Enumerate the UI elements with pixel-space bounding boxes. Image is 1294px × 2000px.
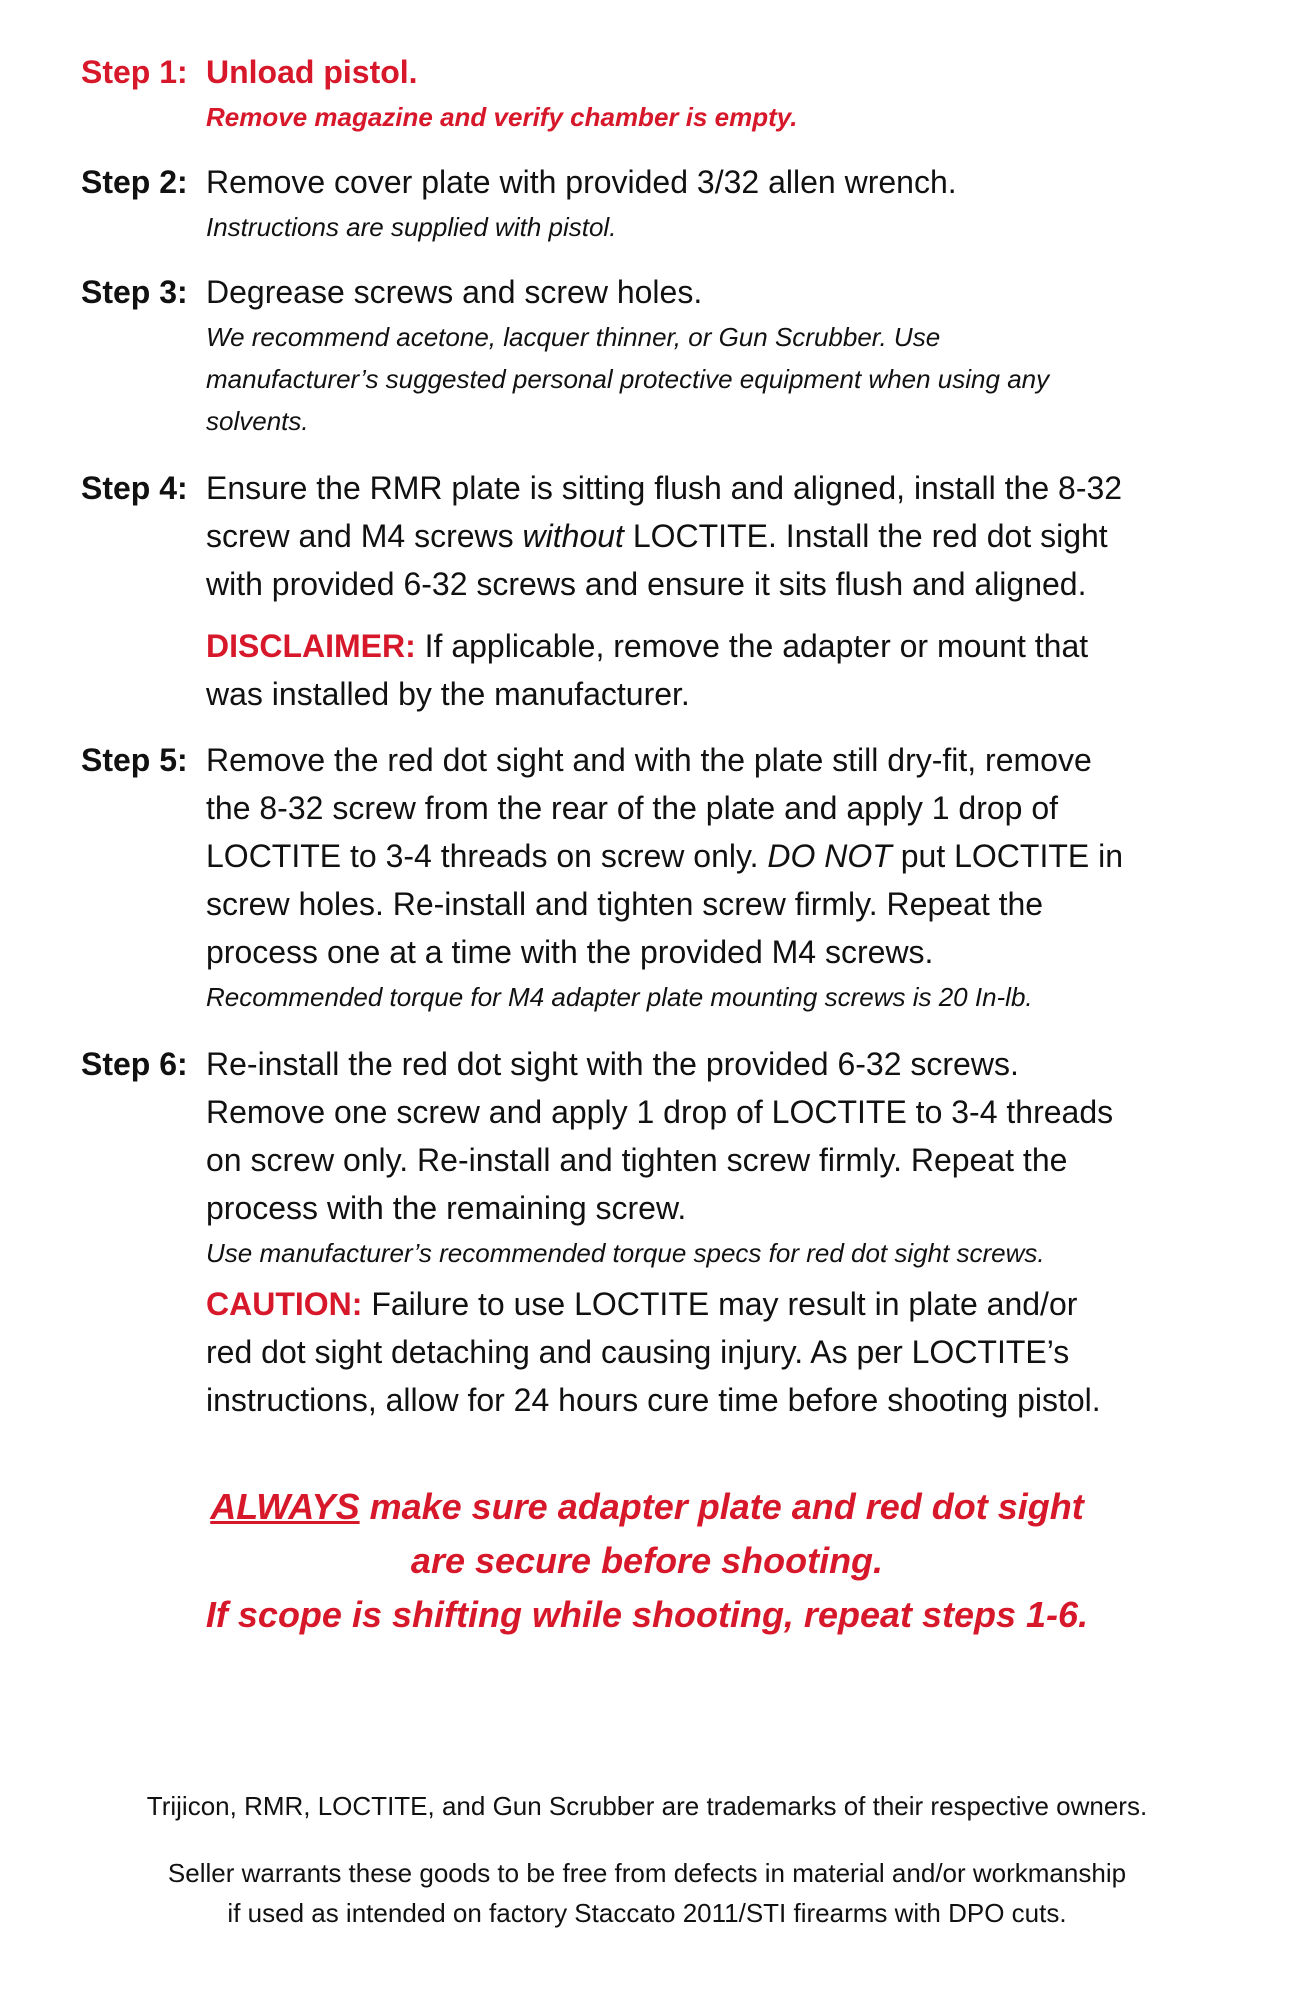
step-5-line-5: process one at a time with the provided M4 screws. (206, 934, 934, 970)
step-5-line-3-b: put LOCTITE in (891, 838, 1124, 874)
step-2-label: Step 2: (81, 164, 188, 200)
safety-warning (0, 1480, 1294, 1642)
step-4-line-2 (206, 512, 1216, 560)
safety-warning-line-1 (0, 1480, 1294, 1534)
step-6-line-2: Remove one screw and apply 1 drop of LOCTITE to 3-4 threads (206, 1094, 1114, 1130)
step-5-note: Recommended torque for M4 adapter plate mounting screws is 20 In-lb. (206, 982, 1033, 1012)
step-6-line-4: process with the remaining screw. (206, 1190, 687, 1226)
step-5-label: Step 5: (81, 742, 188, 778)
step-5-line-3 (206, 832, 1216, 880)
step-2-text: Remove cover plate with provided 3/32 allen wrench. (206, 164, 957, 200)
step-4-label: Step 4: (81, 470, 188, 506)
step-6-body (206, 1040, 1216, 1424)
step-4-line-2-a: screw and M4 screws (206, 518, 523, 554)
disclaimer-label: DISCLAIMER: (206, 628, 416, 664)
disclaimer-text-2: was installed by the manufacturer. (206, 676, 690, 712)
safety-warning-line-2: are secure before shooting. (410, 1540, 884, 1581)
step-6-label: Step 6: (81, 1046, 188, 1082)
step-5-line-1: Remove the red dot sight and with the plate still dry-fit, remove (206, 742, 1092, 778)
step-6-line-1: Re-install the red dot sight with the provided 6-32 screws. (206, 1046, 1019, 1082)
disclaimer-text-1: If applicable, remove the adapter or mount that (415, 628, 1089, 664)
step-1-note: Remove magazine and verify chamber is empty. (206, 102, 798, 132)
warranty-line-1: Seller warrants these goods to be free from defects in material and/or workmanship (167, 1858, 1127, 1888)
step-3-body (206, 268, 1216, 442)
safety-warning-line-1-rest: make sure adapter plate and red dot sight (359, 1486, 1084, 1527)
step-1-text: Unload pistol. (206, 54, 418, 90)
step-3-note-line-1: We recommend acetone, lacquer thinner, or Gun Scrubber. Use (206, 322, 941, 352)
safety-warning-line-3: If scope is shifting while shooting, repeat steps 1-6. (205, 1594, 1089, 1635)
caution (206, 1280, 1216, 1328)
step-3-note-line-3: solvents. (206, 406, 309, 436)
trademark-notice: Trijicon, RMR, LOCTITE, and Gun Scrubber are trademarks of their respective owners. (146, 1791, 1148, 1821)
step-5-line-4: screw holes. Re-install and tighten screw firmly. Repeat the (206, 886, 1044, 922)
step-3-label: Step 3: (81, 274, 188, 310)
warranty-line-2: if used as intended on factory Staccato 2011/STI firearms with DPO cuts. (227, 1898, 1067, 1928)
step-2-note: Instructions are supplied with pistol. (206, 212, 617, 242)
step-5-line-3-emphasis: DO NOT (767, 838, 892, 874)
step-4-line-1: Ensure the RMR plate is sitting flush and aligned, install the 8-32 (206, 470, 1123, 506)
step-5-line-3-a: LOCTITE to 3-4 threads on screw only. (206, 838, 768, 874)
step-1-body (206, 48, 1216, 138)
caution-text-1: Failure to use LOCTITE may result in plate and/or (362, 1286, 1078, 1322)
step-5-line-2: the 8-32 screw from the rear of the plate and apply 1 drop of (206, 790, 1059, 826)
always-emphasis: ALWAYS (210, 1486, 360, 1527)
step-4-body (206, 464, 1216, 718)
step-4-line-2-b: LOCTITE. Install the red dot sight (623, 518, 1108, 554)
caution-text-3: instructions, allow for 24 hours cure time before shooting pistol. (206, 1382, 1101, 1418)
step-4-line-2-emphasis: without (522, 518, 624, 554)
step-6-note: Use manufacturer’s recommended torque specs for red dot sight screws. (206, 1238, 1045, 1268)
step-5-body (206, 736, 1216, 1018)
step-6-line-3: on screw only. Re-install and tighten screw firmly. Repeat the (206, 1142, 1068, 1178)
step-1-label: Step 1: (81, 54, 188, 90)
caution-text-2: red dot sight detaching and causing injury. As per LOCTITE’s (206, 1334, 1070, 1370)
step-4-line-3: with provided 6-32 screws and ensure it sits flush and aligned. (206, 566, 1087, 602)
step-3-text: Degrease screws and screw holes. (206, 274, 703, 310)
caution-label: CAUTION: (206, 1286, 363, 1322)
step-2-body (206, 158, 1216, 248)
step-3-note-line-2: manufacturer’s suggested personal protective equipment when using any (206, 364, 1050, 394)
disclaimer (206, 622, 1216, 670)
